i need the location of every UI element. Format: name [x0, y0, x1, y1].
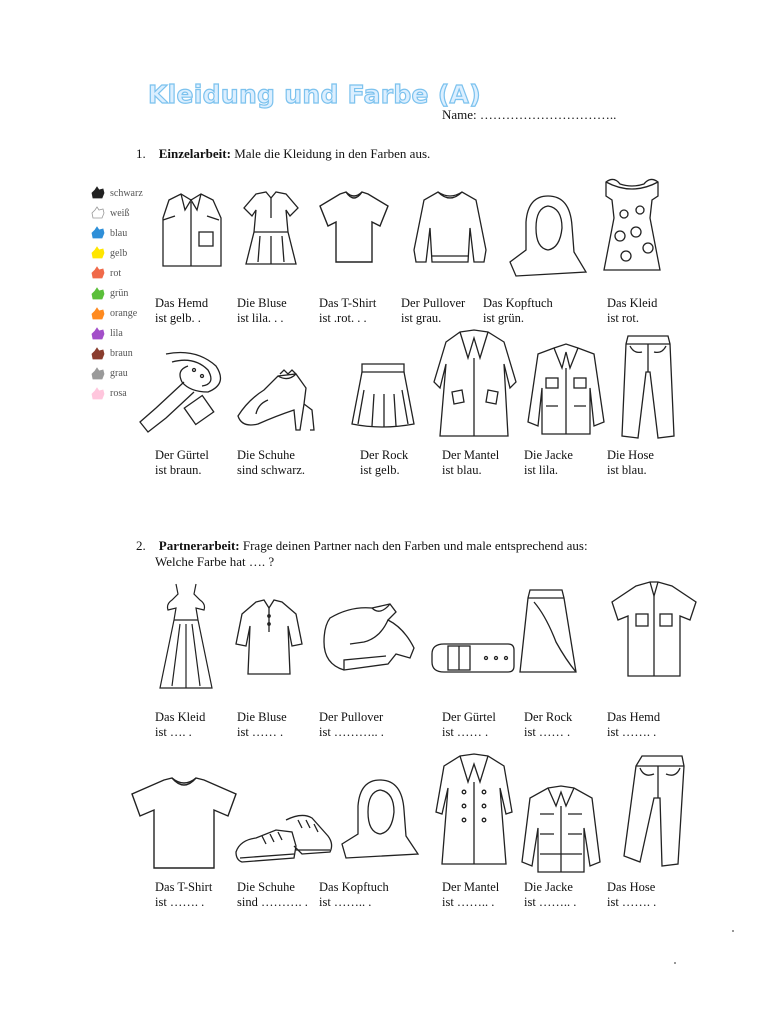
- item-caption: Das Hemd ist gelb. .: [155, 296, 209, 325]
- long-dress-drawing: [156, 580, 216, 692]
- coat-drawing: [434, 752, 516, 868]
- item-caption: Der Gürtel ist braun.: [155, 448, 209, 477]
- task-1-text: Male die Kleidung in den Farben aus.: [234, 146, 431, 161]
- paint-splash-icon: [90, 266, 106, 280]
- task-2-question: Welche Farbe hat …. ?: [155, 554, 275, 569]
- legend-item: orange: [90, 304, 143, 324]
- legend-item: weiß: [90, 203, 143, 223]
- item-caption: Die Bluse ist lila. . .: [237, 296, 287, 325]
- folded-pullover-drawing: [320, 598, 418, 676]
- color-legend: [90, 183, 143, 404]
- speck: [732, 930, 734, 932]
- task-2-instruction: [136, 538, 588, 554]
- skirt-drawing: [516, 586, 580, 678]
- legend-item: gelb: [90, 243, 143, 263]
- paint-splash-icon: [90, 186, 106, 200]
- headscarf-drawing: [508, 192, 588, 280]
- legend-item: braun: [90, 344, 143, 364]
- item-caption: Das Kopftuch ist grün.: [483, 296, 553, 325]
- item-caption: Die Bluse ist …… .: [237, 710, 287, 739]
- sneakers-drawing: [232, 810, 336, 870]
- legend-item: grau: [90, 364, 143, 384]
- task-2-text: Frage deinen Partner nach den Farben und male entsprechend aus:: [242, 538, 588, 553]
- paint-splash-icon: [90, 347, 106, 361]
- paint-splash-icon: [90, 387, 106, 401]
- paint-splash-icon: [90, 206, 106, 220]
- item-caption: Das Kleid ist rot.: [607, 296, 658, 325]
- jacket-drawing: [524, 342, 608, 438]
- item-caption: Die Schuhe sind schwarz.: [237, 448, 306, 477]
- legend-item: rot: [90, 263, 143, 283]
- task-1-instruction: [136, 146, 430, 162]
- legend-item: rosa: [90, 384, 143, 404]
- item-caption: Der Pullover ist ……….. .: [319, 710, 384, 739]
- task-2-number: 2.: [136, 538, 146, 553]
- task-1-label: Einzelarbeit:: [158, 146, 231, 161]
- legend-item: grün: [90, 283, 143, 303]
- belt-drawing: [428, 636, 516, 678]
- pullover-drawing: [410, 188, 490, 270]
- item-caption: Die Hose ist blau.: [607, 448, 654, 477]
- paint-splash-icon: [90, 327, 106, 341]
- belt-drawing: [136, 348, 228, 434]
- speck: [674, 962, 676, 964]
- item-caption: Das Hose ist ……. .: [607, 880, 657, 909]
- tshirt-drawing: [318, 190, 390, 264]
- item-caption: Die Jacke ist …….. .: [524, 880, 577, 909]
- shirt-drawing: [606, 580, 702, 680]
- paint-splash-icon: [90, 226, 106, 240]
- item-caption: Das T-Shirt ist ……. .: [155, 880, 213, 909]
- jacket-drawing: [520, 784, 602, 876]
- item-caption: Der Mantel ist blau.: [442, 448, 500, 477]
- task-2-label: Partnerarbeit:: [158, 538, 240, 553]
- coat-drawing: [430, 328, 520, 440]
- name-field[interactable]: Name: …………………………..: [442, 107, 617, 122]
- worksheet-title: Kleidung und Farbe (A): [148, 80, 481, 109]
- trousers-drawing: [618, 332, 678, 440]
- blouse-drawing: [238, 188, 304, 270]
- paint-splash-icon: [90, 287, 106, 301]
- item-caption: Das Kleid ist …. .: [155, 710, 206, 739]
- skirt-drawing: [350, 360, 416, 430]
- headscarf-drawing: [340, 776, 420, 862]
- item-caption: Der Pullover ist grau.: [401, 296, 466, 325]
- paint-splash-icon: [90, 367, 106, 381]
- item-caption: Der Rock ist gelb.: [360, 448, 409, 477]
- item-caption: Die Schuhe sind ………. .: [237, 880, 308, 909]
- paint-splash-icon: [90, 246, 106, 260]
- item-caption: Der Gürtel ist …… .: [442, 710, 496, 739]
- blouse-drawing: [234, 598, 304, 678]
- item-caption: Der Rock ist …… .: [524, 710, 573, 739]
- legend-item: schwarz: [90, 183, 143, 203]
- task-1-number: 1.: [136, 146, 146, 161]
- legend-item: blau: [90, 223, 143, 243]
- shirt-drawing: [155, 188, 227, 270]
- item-caption: Die Jacke ist lila.: [524, 448, 573, 477]
- dress-drawing: [600, 174, 664, 274]
- tshirt-drawing: [128, 776, 240, 872]
- item-caption: Das Kopftuch ist …….. .: [319, 880, 389, 909]
- item-caption: Das Hemd ist ……. .: [607, 710, 661, 739]
- item-caption: Der Mantel ist …….. .: [442, 880, 500, 909]
- legend-item: lila: [90, 324, 143, 344]
- paint-splash-icon: [90, 307, 106, 321]
- jeans-drawing: [622, 752, 694, 870]
- item-caption: Das T-Shirt ist .rot. . .: [319, 296, 377, 325]
- shoes-drawing: [234, 368, 318, 434]
